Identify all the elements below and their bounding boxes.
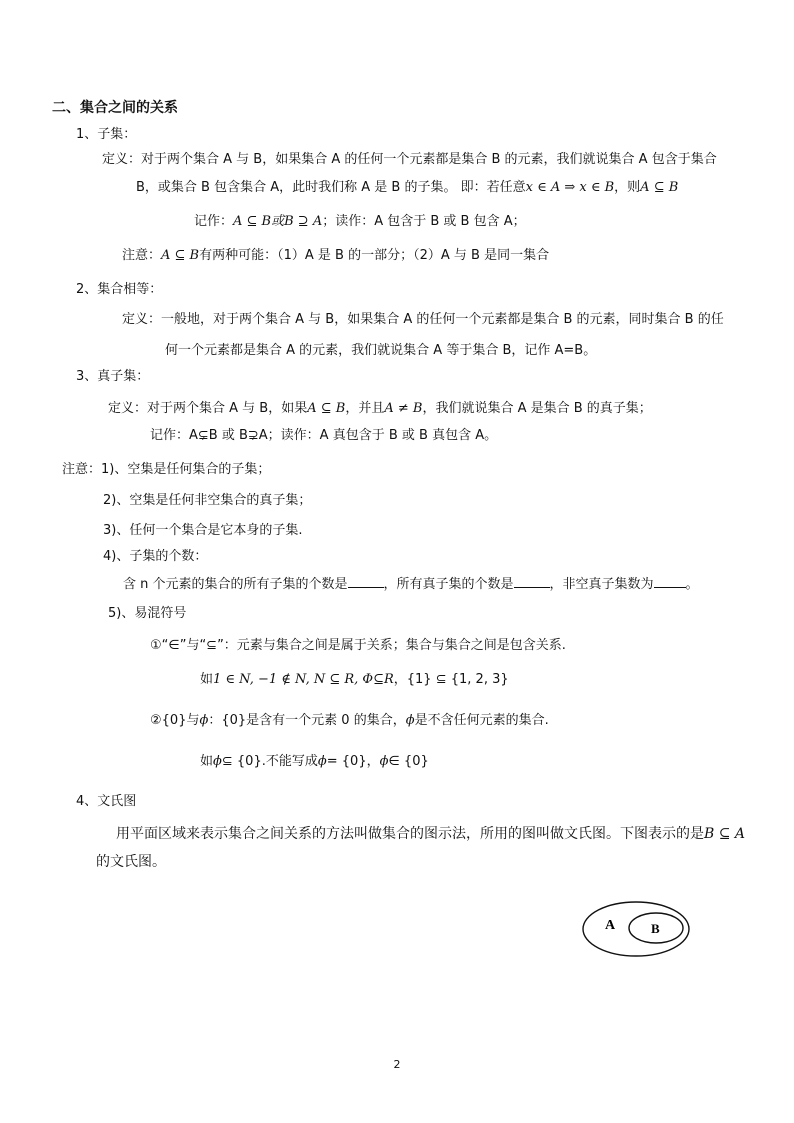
- example-math: 1 ∈ N, −1 ∉ N, N ⊆ R, Φ⊆R: [213, 672, 394, 687]
- equal-definition-line-1: 定义：一般地，对于两个集合 A 与 B，如果集合 A 的任何一个元素都是集合 B 的元素，同时集合 B 的任: [122, 312, 724, 327]
- venn-diagram: [580, 898, 696, 962]
- proper-count-text: ，所有真子集的个数是: [383, 577, 514, 592]
- c2-phi-2: ϕ: [405, 713, 415, 728]
- subset-notation: [194, 212, 526, 232]
- subset-note: [122, 246, 549, 266]
- page-number: 2: [393, 1058, 401, 1071]
- c2-phi: ϕ: [199, 713, 209, 728]
- subset-notation-label: 记作：: [194, 214, 234, 229]
- note-5: 5)、易混符号: [108, 606, 187, 621]
- confusing-symbols-1-example: [200, 670, 509, 690]
- example-text: ，{1} ⊆ {1, 2, 3}: [393, 672, 509, 687]
- subset-count-blank: [348, 575, 384, 588]
- note-4-detail: [123, 575, 699, 595]
- proper-heading: 3、真子集：: [76, 369, 150, 384]
- subset-heading: 1、子集：: [76, 127, 137, 142]
- subset-definition-line-1: 定义：对于两个集合 A 与 B，如果集合 A 的任何一个元素都是集合 B 的元素，我们就说集合 A 包含于集合: [102, 152, 717, 167]
- subset-notation-reading: ；读作：A 包含于 B 或 B 包含 A；: [322, 214, 526, 229]
- subset-definition-line-2: [136, 178, 678, 198]
- note-3: 3)、任何一个集合是它本身的子集.: [103, 523, 303, 538]
- nonempty-count-blank: [654, 575, 686, 588]
- venn-description-line-1: [116, 824, 745, 844]
- proper-def-math-2: A ≠ B: [384, 401, 423, 416]
- set-a-label: A: [605, 918, 616, 933]
- c2-eg-phi-3: ϕ: [379, 754, 389, 769]
- subset-def-text-b: ，则: [614, 180, 641, 195]
- venn-description-line-2: 的文氏图。: [96, 854, 166, 870]
- equal-heading: 2、集合相等：: [76, 282, 163, 297]
- subset-note-label: 注意：: [122, 248, 162, 263]
- c2-eg-phi-1: ϕ: [213, 754, 222, 769]
- set-b-label: B: [651, 921, 660, 936]
- confusing-symbols-2-example: [200, 752, 429, 772]
- proper-def-text-c: ，我们就说集合 A 是集合 B 的真子集；: [422, 401, 652, 416]
- note-4: 4)、子集的个数：: [103, 549, 208, 564]
- venn-text: 用平面区域来表示集合之间关系的方法叫做集合的图示法，所用的图叫做文氏图。下图表示的是: [116, 826, 704, 842]
- proper-def-text: 定义：对于两个集合 A 与 B，如果: [108, 401, 308, 416]
- venn-math: B ⊆ A: [704, 826, 746, 842]
- proper-def-math-1: A ⊆ B: [307, 401, 346, 416]
- c2-eg-text: ⊆ {0}.不能写成: [221, 754, 318, 769]
- c2-text: ②{0}与: [150, 713, 200, 728]
- c2-eg-label: 如: [200, 754, 214, 769]
- confusing-symbols-2: [150, 711, 549, 731]
- subset-def-math-2: A ⊆ B: [640, 180, 679, 195]
- set-a-ellipse: [583, 902, 689, 956]
- section-title: 二、集合之间的关系: [52, 100, 178, 116]
- nonempty-count-text: ，非空真子集数为: [549, 577, 654, 592]
- venn-heading: 4、文氏图: [76, 794, 137, 809]
- proper-notation: 记作：A⊊B 或 B⊋A；读作：A 真包含于 B 或 B 真包含 A。: [150, 428, 498, 443]
- example-label: 如: [200, 672, 214, 687]
- c2-text-b: ：{0}是含有一个元素 0 的集合，: [208, 713, 406, 728]
- proper-count-blank: [514, 575, 550, 588]
- proper-definition: [108, 399, 652, 419]
- note-2: 2)、空集是任何非空集合的真子集；: [103, 493, 312, 508]
- c2-text-c: 是不含任何元素的集合.: [414, 713, 549, 728]
- c2-eg-phi-2: ϕ: [317, 754, 327, 769]
- subset-note-math: A ⊆ B: [161, 248, 200, 263]
- note-1: 注意：1)、空集是任何集合的子集；: [62, 462, 271, 477]
- c2-eg-text-2: = {0}，: [326, 754, 380, 769]
- proper-def-text-b: ，并且: [345, 401, 385, 416]
- subset-def-math: x ∈ A ⇒ x ∈ B: [525, 180, 615, 195]
- note-4-end: 。: [685, 577, 699, 592]
- subset-notation-math: A ⊆ B或B ⊇ A: [233, 214, 323, 229]
- subset-def-text: B，或集合 B 包含集合 A，此时我们称 A 是 B 的子集。 即：若任意: [136, 180, 526, 195]
- subset-note-text: 有两种可能：（1）A 是 B 的一部分；（2）A 与 B 是同一集合: [199, 248, 550, 263]
- equal-definition-line-2: 何一个元素都是集合 A 的元素，我们就说集合 A 等于集合 B，记作 A=B。: [165, 343, 597, 358]
- confusing-symbols-1: ①“∈”与“⊆”：元素与集合之间是属于关系；集合与集合之间是包含关系.: [150, 638, 566, 653]
- subset-count-text: 含 n 个元素的集合的所有子集的个数是: [123, 577, 348, 592]
- c2-eg-text-3: ∈ {0}: [388, 754, 429, 769]
